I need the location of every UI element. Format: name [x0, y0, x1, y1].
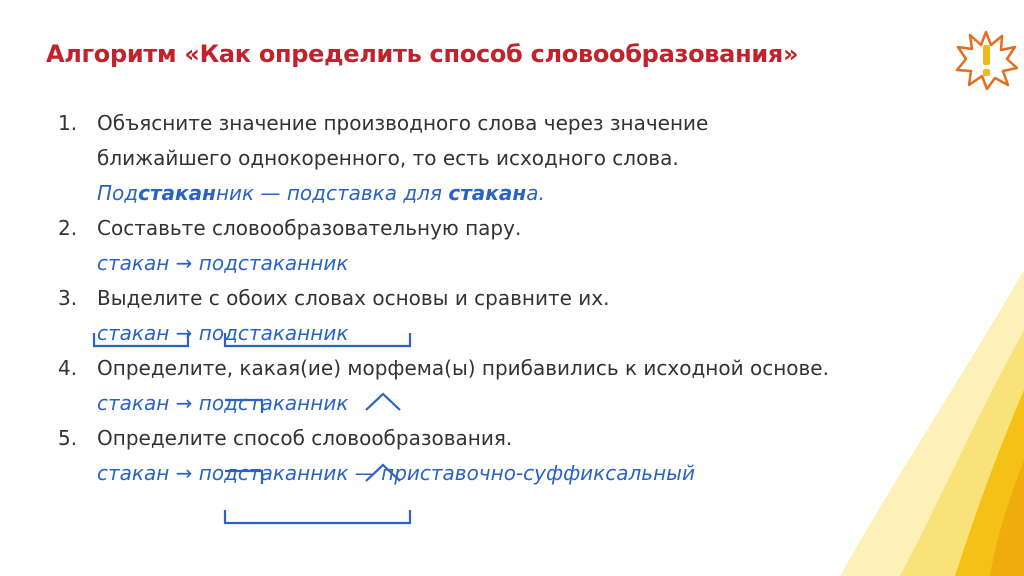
step-example: стакан → подстаканник — приставочно-суффиксальный	[97, 461, 695, 485]
suffix-mark	[366, 465, 400, 481]
prefix-mark	[225, 400, 262, 413]
prefix-mark	[225, 471, 262, 484]
root-highlight: стакан	[138, 181, 216, 205]
step-number: 3.	[58, 286, 78, 310]
step-example: стакан → подстаканник	[97, 391, 349, 415]
step-text: Определите способ словообразования.	[97, 426, 513, 450]
step-text: Составьте словообразовательную пару.	[97, 216, 522, 240]
step-number: 4.	[58, 356, 78, 380]
step-example: стакан → подстаканник	[97, 251, 349, 275]
suffix-mark	[366, 394, 400, 410]
stem-bracket	[225, 510, 410, 523]
step-number: 2.	[58, 216, 78, 240]
step-number: 5.	[58, 426, 78, 450]
step-text: ближайшего однокоренного, то есть исходного слова.	[97, 146, 679, 170]
step-example: Подстаканник — подставка для стакана.	[97, 181, 545, 205]
stem-bracket	[94, 333, 188, 346]
step-number: 1.	[58, 111, 78, 135]
step-example: стакан → подстаканник	[97, 321, 349, 345]
step-text: Объясните значение производного слова через значение	[97, 111, 709, 135]
root-highlight: стакан	[448, 181, 527, 205]
stem-bracket	[225, 333, 410, 346]
step-text: Определите, какая(ие) морфема(ы) прибавились к исходной основе.	[97, 356, 829, 380]
page-title: Алгоритм «Как определить способ словообразования»	[46, 40, 799, 68]
step-text: Выделите с обоих словах основы и сравните их.	[97, 286, 610, 310]
